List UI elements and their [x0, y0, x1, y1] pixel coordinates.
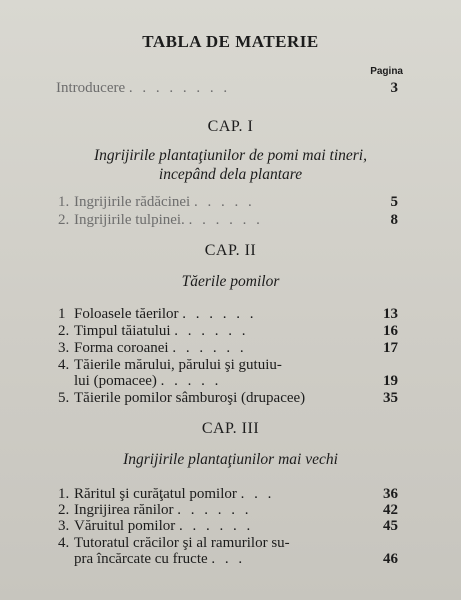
toc-page-number: 42 [383, 502, 398, 518]
toc-page-number: 5 [390, 194, 398, 210]
toc-entry-label: Introducere [56, 80, 126, 96]
toc-page-number: 17 [383, 340, 398, 356]
chapter-heading-1: CAP. I [207, 118, 254, 135]
toc-page-number: 45 [383, 518, 398, 534]
chapter-subtitle-1b: incepând dela plantare [158, 166, 303, 183]
toc-dots: . . . . . . . . [128, 80, 231, 96]
page-column-header: Pagina [370, 66, 403, 77]
chapter-subtitle-3: Ingrijirile plantaţiunilor mai vechi [123, 451, 338, 468]
page-title: TABLA DE MATERIE [142, 32, 319, 51]
toc-page-number: 35 [383, 390, 398, 406]
toc-page-number: 13 [383, 306, 398, 322]
chapter-subtitle-1a: Ingrijirile plantaţiunilor de pomi mai tineri, [94, 147, 367, 164]
toc-page-number: 19 [383, 373, 398, 389]
book-page: TABLA DE MATERIE Pagina Introducere . . . . . . . . 3 CAP. I Ingrijirile plantaţiunilor de pomi mai tineri, incepând dela plantare 1. Ingrijirile rădăcinei . . . . . 5 2. Ingrijirile tulpinei. . . . . . . 8 CAP. II Tăerile pomilor 1 Foloasele tăerilor . . . . . . 13 2. Timpul tăiatului . . . . . . 16 3. Forma coroanei . . . . . . 17 4. Tăierile mărului, părului şi gutuiu- lui (pomacee) . . . . . 19 5. Tăierile pomilor sâmburoşi (drupacee) 35 CAP. III Ingrijirile plantaţiunilor mai vechi 1. Răritul şi curăţatul pomilor . . . 36 2. Ingrijirea rănilor . . . . . . 42 3. Văruitul pomilor . . . . . . 45 4. Tutoratul crăcilor şi al ramurilor su- pra încărcate cu fructe . . . 46 [0, 0, 461, 600]
chapter-heading-3: CAP. III [201, 420, 260, 437]
toc-page-number: 8 [390, 212, 398, 228]
toc-page-number: 3 [390, 80, 398, 96]
chapter-subtitle-2: Tăerile pomilor [181, 273, 280, 290]
toc-page-number: 36 [383, 486, 398, 502]
chapter-heading-2: CAP. II [204, 242, 257, 259]
toc-page-number: 46 [383, 551, 398, 567]
toc-page-number: 16 [383, 323, 398, 339]
